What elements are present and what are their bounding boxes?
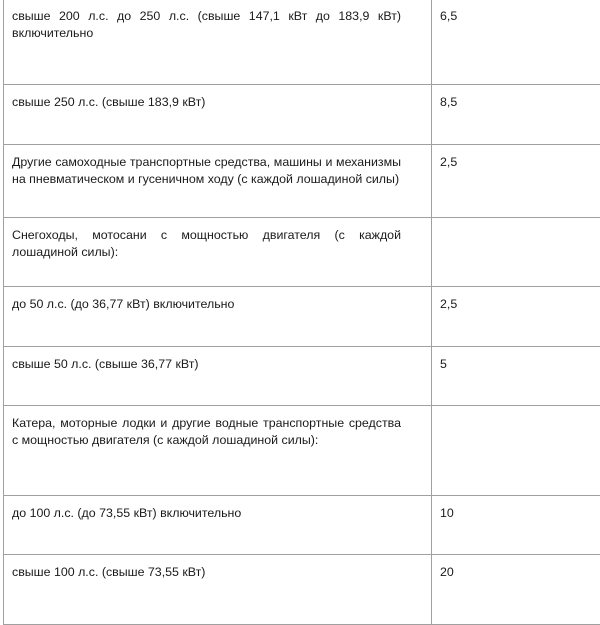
tax-rate-cell <box>432 218 600 287</box>
tax-rate-cell: 20 <box>432 555 600 625</box>
table-row <box>4 0 600 85</box>
vehicle-description-cell: до 50 л.с. (до 36,77 кВт) включительно <box>4 287 432 347</box>
tax-rate-cell: 2,5 <box>432 145 600 218</box>
tax-rate-cell: 6,5 <box>432 0 600 85</box>
table-row <box>4 145 600 218</box>
vehicle-description-cell: Снегоходы, мотосани с мощностью двигателя (с каждой лошадиной силы): <box>4 218 432 287</box>
tax-rate-cell: 5 <box>432 347 600 406</box>
table-row <box>4 287 600 347</box>
table-row <box>4 218 600 287</box>
table-row <box>4 496 600 555</box>
table-row <box>4 555 600 625</box>
tax-rate-cell <box>432 406 600 496</box>
vehicle-description-cell: свыше 100 л.с. (свыше 73,55 кВт) <box>4 555 432 625</box>
tax-rates-table <box>3 0 600 625</box>
tax-rate-cell: 8,5 <box>432 85 600 145</box>
table-row <box>4 406 600 496</box>
table-row <box>4 347 600 406</box>
vehicle-description-cell: до 100 л.с. (до 73,55 кВт) включительно <box>4 496 432 555</box>
vehicle-description-cell: Другие самоходные транспортные средства, машины и механизмы на пневматическом и гусеничном ходу (с каждой лошадиной силы) <box>4 145 432 218</box>
vehicle-description-cell: свыше 200 л.с. до 250 л.с. (свыше 147,1 кВт до 183,9 кВт) включительно <box>4 0 432 85</box>
vehicle-description-cell: свыше 250 л.с. (свыше 183,9 кВт) <box>4 85 432 145</box>
vehicle-description-cell: Катера, моторные лодки и другие водные транспортные средства с мощностью двигателя (с каждой лошадиной силы): <box>4 406 432 496</box>
vehicle-description-cell: свыше 50 л.с. (свыше 36,77 кВт) <box>4 347 432 406</box>
tax-rate-cell: 10 <box>432 496 600 555</box>
tax-rate-cell: 2,5 <box>432 287 600 347</box>
table-row <box>4 85 600 145</box>
